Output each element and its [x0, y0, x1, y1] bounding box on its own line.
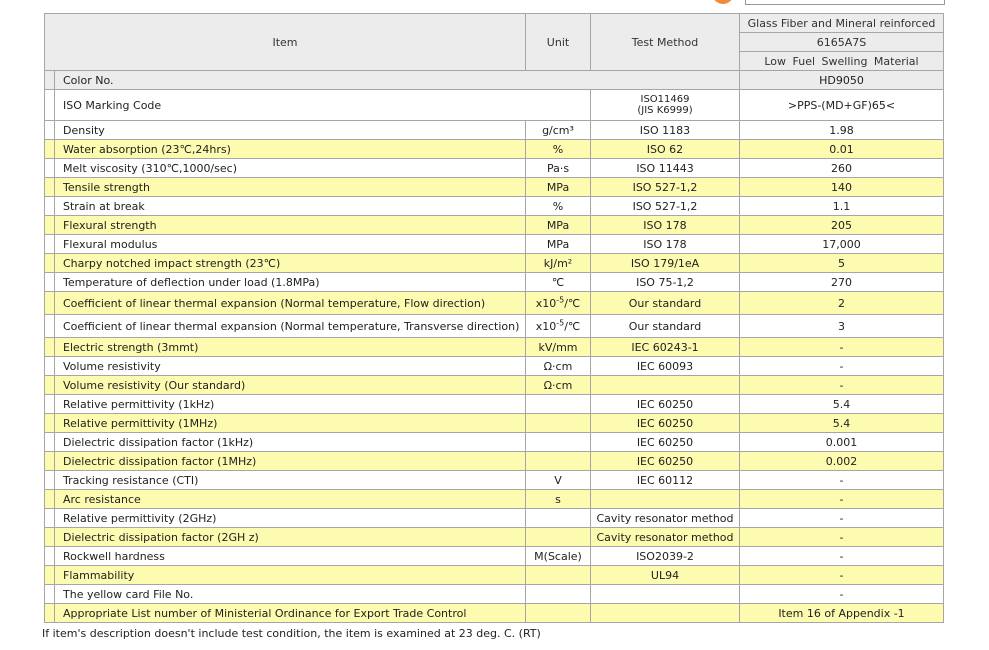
row-marker — [45, 178, 55, 197]
row-unit — [526, 509, 591, 528]
row-item: Relative permittivity (1kHz) — [55, 395, 526, 414]
row-value: 260 — [740, 159, 944, 178]
row-value: 5.4 — [740, 395, 944, 414]
cte-unit-prefix: x10 — [535, 296, 557, 310]
row-marker — [45, 159, 55, 178]
color-label: Color No. — [55, 71, 740, 90]
row-method: ISO2039-2 — [591, 547, 740, 566]
row-marker — [45, 490, 55, 509]
row-unit — [526, 414, 591, 433]
row-item: Volume resistivity — [55, 357, 526, 376]
row-marker — [45, 90, 55, 121]
table-row — [45, 140, 944, 159]
row-item: Flexural modulus — [55, 235, 526, 254]
table-row — [45, 414, 944, 433]
header-item: Item — [45, 14, 526, 71]
row-item: Tensile strength — [55, 178, 526, 197]
row-method: Our standard — [591, 292, 740, 315]
marking-method-line2: (JIS K6999) — [637, 105, 693, 116]
row-unit: kV/mm — [526, 338, 591, 357]
row-unit: ℃ — [526, 273, 591, 292]
row-value: 0.01 — [740, 140, 944, 159]
cte-unit-exp: -5 — [556, 317, 565, 327]
table-row — [45, 471, 944, 490]
row-method: ISO 178 — [591, 216, 740, 235]
row-marker — [45, 315, 55, 338]
row-value: 2 — [740, 292, 944, 315]
table-row — [45, 121, 944, 140]
row-unit: Pa·s — [526, 159, 591, 178]
row-method: IEC 60250 — [591, 395, 740, 414]
table-row — [45, 338, 944, 357]
row-method: IEC 60112 — [591, 471, 740, 490]
row-unit: MPa — [526, 216, 591, 235]
row-value: - — [740, 509, 944, 528]
header-material-note: Low Fuel Swelling Material — [740, 52, 944, 71]
top-search-box[interactable] — [745, 0, 945, 5]
row-marker — [45, 471, 55, 490]
color-value: HD9050 — [740, 71, 944, 90]
row-marker — [45, 197, 55, 216]
row-marker — [45, 414, 55, 433]
row-method: ISO 178 — [591, 235, 740, 254]
row-marker — [45, 433, 55, 452]
row-method — [591, 585, 740, 604]
row-method — [591, 376, 740, 395]
row-item: Relative permittivity (1MHz) — [55, 414, 526, 433]
table-row — [45, 197, 944, 216]
row-marker — [45, 71, 55, 90]
marking-method-line1: ISO11469 — [640, 94, 690, 105]
row-item: Arc resistance — [55, 490, 526, 509]
row-method: IEC 60250 — [591, 452, 740, 471]
row-value: 270 — [740, 273, 944, 292]
row-method: ISO 62 — [591, 140, 740, 159]
cte-unit-prefix: x10 — [535, 319, 557, 333]
row-item: Appropriate List number of Ministerial Ordinance for Export Trade Control — [55, 604, 526, 623]
row-unit — [526, 566, 591, 585]
marking-method — [591, 90, 740, 121]
row-marker — [45, 376, 55, 395]
top-orange-decoration — [712, 0, 734, 4]
table-row — [45, 376, 944, 395]
color-row — [45, 71, 944, 90]
table-row — [45, 357, 944, 376]
footnote: If item's description doesn't include test condition, the item is examined at 23 deg. C. (RT) — [42, 627, 541, 640]
row-marker — [45, 585, 55, 604]
row-value: - — [740, 338, 944, 357]
row-value: 17,000 — [740, 235, 944, 254]
row-method — [591, 604, 740, 623]
row-unit: g/cm³ — [526, 121, 591, 140]
row-method: ISO 11443 — [591, 159, 740, 178]
row-item: Flammability — [55, 566, 526, 585]
row-unit: % — [526, 140, 591, 159]
row-unit: V — [526, 471, 591, 490]
table-row — [45, 490, 944, 509]
row-unit: Ω·cm — [526, 376, 591, 395]
row-item: Relative permittivity (2GHz) — [55, 509, 526, 528]
row-marker — [45, 509, 55, 528]
table-row — [45, 292, 944, 315]
row-marker — [45, 604, 55, 623]
row-item: Temperature of deflection under load (1.8MPa) — [55, 273, 526, 292]
row-method — [591, 490, 740, 509]
table-row — [45, 216, 944, 235]
row-value: - — [740, 566, 944, 585]
table-row — [45, 433, 944, 452]
row-unit — [526, 395, 591, 414]
row-marker — [45, 216, 55, 235]
table-row — [45, 585, 944, 604]
row-method: ISO 1183 — [591, 121, 740, 140]
row-item: The yellow card File No. — [55, 585, 526, 604]
row-unit — [526, 433, 591, 452]
row-value: - — [740, 490, 944, 509]
row-value: 0.002 — [740, 452, 944, 471]
row-item: Dielectric dissipation factor (1MHz) — [55, 452, 526, 471]
row-value: 3 — [740, 315, 944, 338]
header-row — [45, 14, 944, 33]
marking-row — [45, 90, 944, 121]
table-row — [45, 178, 944, 197]
row-method: IEC 60250 — [591, 433, 740, 452]
row-unit: MPa — [526, 235, 591, 254]
row-value: 5.4 — [740, 414, 944, 433]
row-unit: kJ/m² — [526, 254, 591, 273]
row-marker — [45, 254, 55, 273]
row-method: Our standard — [591, 315, 740, 338]
row-method: UL94 — [591, 566, 740, 585]
row-value: Item 16 of Appendix -1 — [740, 604, 944, 623]
row-item: Melt viscosity (310℃,1000/sec) — [55, 159, 526, 178]
header-test-method: Test Method — [591, 14, 740, 71]
cte-unit-exp: -5 — [556, 294, 565, 304]
row-marker — [45, 566, 55, 585]
row-value: - — [740, 528, 944, 547]
row-method: IEC 60250 — [591, 414, 740, 433]
row-value: 140 — [740, 178, 944, 197]
row-unit — [526, 452, 591, 471]
row-unit — [526, 585, 591, 604]
cte-unit-suffix: /℃ — [564, 319, 581, 333]
row-marker — [45, 338, 55, 357]
table-row — [45, 159, 944, 178]
row-item: Charpy notched impact strength (23℃) — [55, 254, 526, 273]
row-method: ISO 75-1,2 — [591, 273, 740, 292]
header-grade: 6165A7S — [740, 33, 944, 52]
row-marker — [45, 121, 55, 140]
row-method: ISO 527-1,2 — [591, 178, 740, 197]
row-item: Density — [55, 121, 526, 140]
row-unit: Ω·cm — [526, 357, 591, 376]
row-marker — [45, 452, 55, 471]
row-item: Dielectric dissipation factor (2GH z) — [55, 528, 526, 547]
row-value: 1.1 — [740, 197, 944, 216]
table-row — [45, 273, 944, 292]
row-unit — [526, 604, 591, 623]
row-item: Rockwell hardness — [55, 547, 526, 566]
row-unit: MPa — [526, 178, 591, 197]
row-unit: s — [526, 490, 591, 509]
row-marker — [45, 357, 55, 376]
row-marker — [45, 273, 55, 292]
row-method: ISO 527-1,2 — [591, 197, 740, 216]
row-marker — [45, 395, 55, 414]
row-item: Water absorption (23℃,24hrs) — [55, 140, 526, 159]
row-item: Volume resistivity (Our standard) — [55, 376, 526, 395]
row-method: Cavity resonator method — [591, 528, 740, 547]
row-value: - — [740, 585, 944, 604]
table-row — [45, 604, 944, 623]
row-item: Dielectric dissipation factor (1kHz) — [55, 433, 526, 452]
row-marker — [45, 235, 55, 254]
row-value: 1.98 — [740, 121, 944, 140]
row-value: 0.001 — [740, 433, 944, 452]
property-table — [44, 13, 944, 623]
marking-label: ISO Marking Code — [55, 90, 591, 121]
cte-unit-suffix: /℃ — [564, 296, 581, 310]
row-value: - — [740, 471, 944, 490]
row-value: 205 — [740, 216, 944, 235]
row-marker — [45, 140, 55, 159]
table-row — [45, 395, 944, 414]
table-row — [45, 566, 944, 585]
table-row — [45, 509, 944, 528]
table-row — [45, 235, 944, 254]
marking-value: >PPS-(MD+GF)65< — [740, 90, 944, 121]
row-unit: % — [526, 197, 591, 216]
row-method: ISO 179/1eA — [591, 254, 740, 273]
row-marker — [45, 292, 55, 315]
row-item: Flexural strength — [55, 216, 526, 235]
table-row — [45, 452, 944, 471]
header-unit: Unit — [526, 14, 591, 71]
row-item: Coefficient of linear thermal expansion (Normal temperature, Transverse direction) — [55, 315, 526, 338]
row-unit: M(Scale) — [526, 547, 591, 566]
row-unit — [526, 528, 591, 547]
row-marker — [45, 528, 55, 547]
row-unit — [526, 292, 591, 315]
table-row — [45, 254, 944, 273]
row-method: IEC 60093 — [591, 357, 740, 376]
row-marker — [45, 547, 55, 566]
row-value: - — [740, 547, 944, 566]
row-item: Electric strength (3mmt) — [55, 338, 526, 357]
row-method: Cavity resonator method — [591, 509, 740, 528]
row-item: Coefficient of linear thermal expansion (Normal temperature, Flow direction) — [55, 292, 526, 315]
row-value: 5 — [740, 254, 944, 273]
row-unit — [526, 315, 591, 338]
row-value: - — [740, 357, 944, 376]
row-item: Tracking resistance (CTI) — [55, 471, 526, 490]
table-row — [45, 528, 944, 547]
row-item: Strain at break — [55, 197, 526, 216]
row-value: - — [740, 376, 944, 395]
table-row — [45, 315, 944, 338]
row-method: IEC 60243-1 — [591, 338, 740, 357]
table-row — [45, 547, 944, 566]
header-material-type: Glass Fiber and Mineral reinforced — [740, 14, 944, 33]
